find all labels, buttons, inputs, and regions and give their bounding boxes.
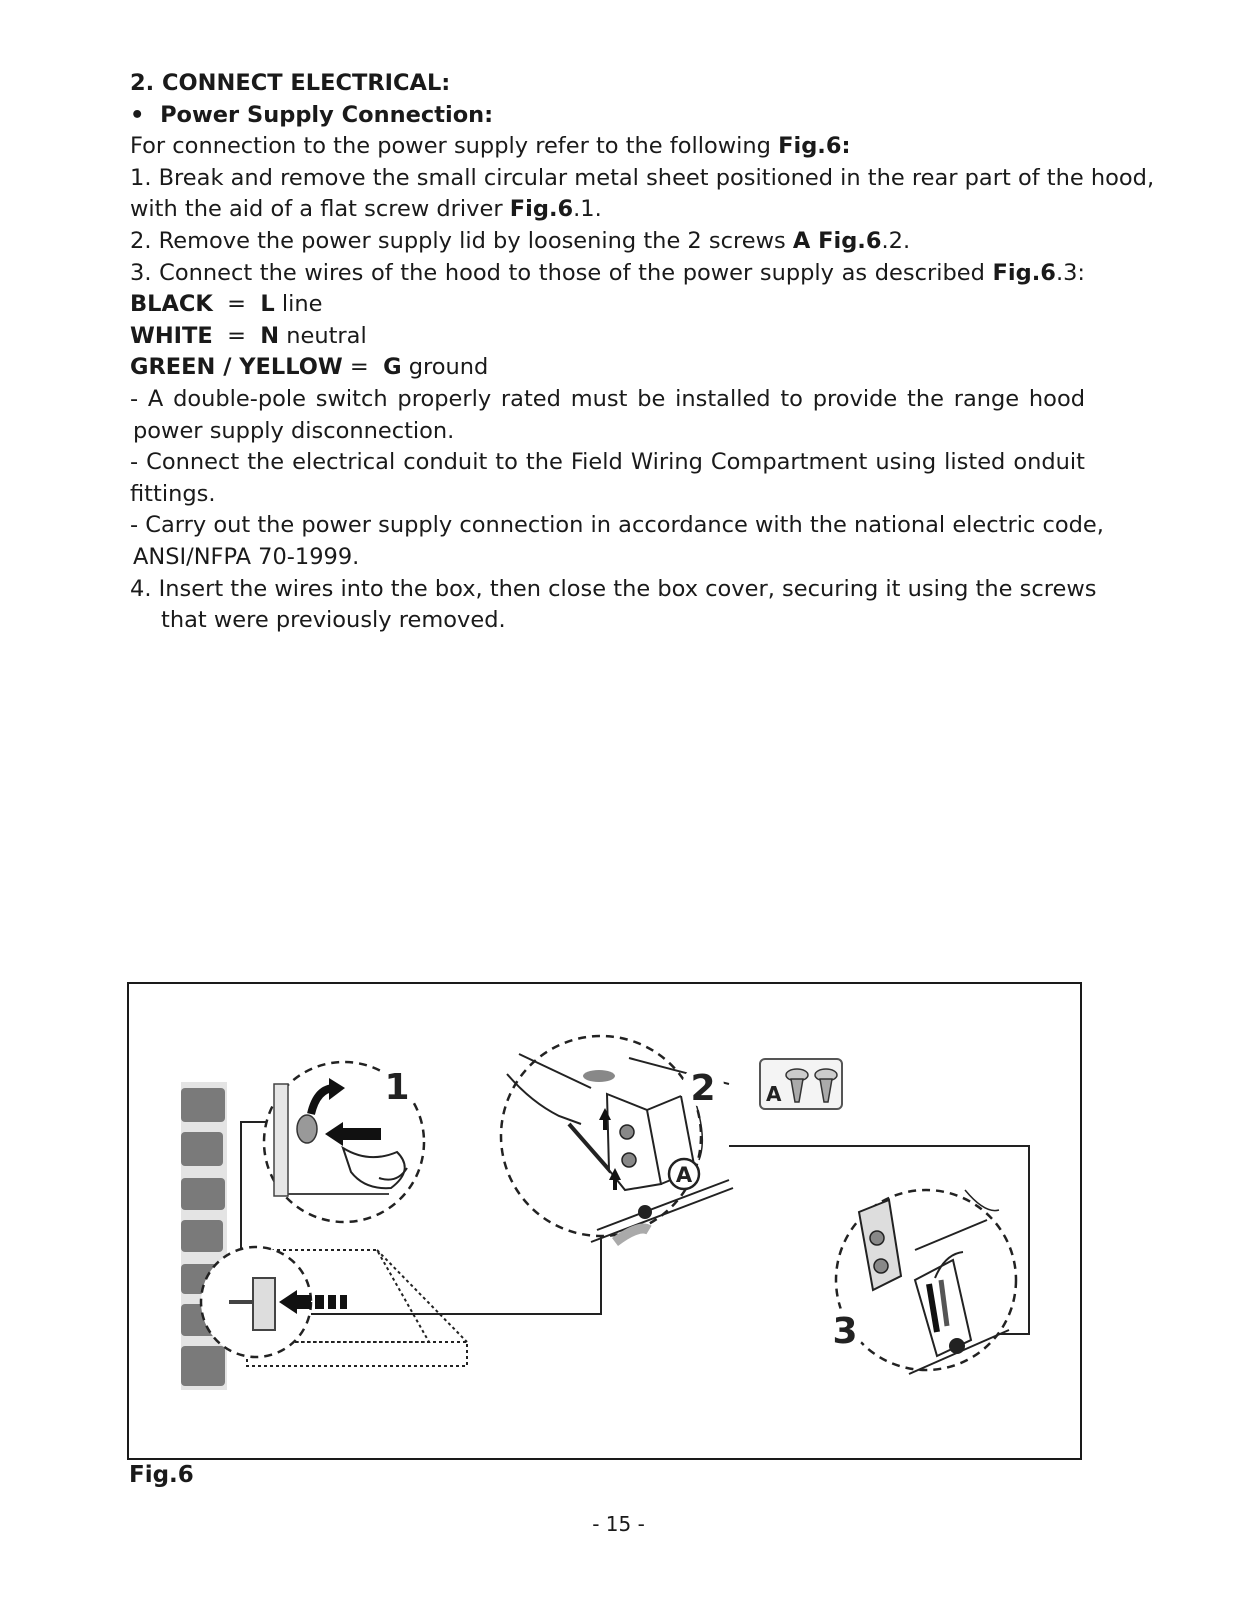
note2-line1: - Connect the electrical conduit to the Field Wiring Compartment using listed onduit xyxy=(130,449,1085,476)
screw-label: A xyxy=(766,1082,782,1106)
figure-caption: Fig.6 xyxy=(129,1462,194,1488)
installation-illustration xyxy=(129,984,1080,1458)
subheading: • Power Supply Connection: xyxy=(130,101,494,128)
step1-line2: with the aid of a flat screw driver Fig.6.1. xyxy=(130,196,602,223)
callout-3-text: 3 xyxy=(832,1311,858,1352)
page-number: - 15 - xyxy=(592,1512,645,1536)
figure-frame xyxy=(127,982,1082,1460)
detail-circle-junction xyxy=(201,1247,347,1357)
detail-circle-3 xyxy=(836,1190,1016,1374)
detail-label-a-text: A xyxy=(675,1163,693,1187)
instructions-text xyxy=(130,68,1155,637)
section-heading: 2. CONNECT ELECTRICAL: xyxy=(130,70,451,96)
step3-line: 3. Connect the wires of the hood to those of the power supply as described Fig.6.3: xyxy=(130,259,1085,286)
intro-line: For connection to the power supply refer to the following Fig.6: xyxy=(130,133,851,160)
callout-1-text: 1 xyxy=(384,1067,410,1108)
note2-line2: fittings. xyxy=(130,480,216,507)
note1-line2: power supply disconnection. xyxy=(133,417,455,444)
step4-line2: that were previously removed. xyxy=(161,607,506,634)
detail-label-a xyxy=(669,1159,699,1189)
step2-line: 2. Remove the power supply lid by loosening the 2 screws A Fig.6.2. xyxy=(130,227,911,254)
callout-3 xyxy=(824,1308,866,1352)
bullet: • xyxy=(130,101,161,128)
wire-black: BLACK = L line xyxy=(130,291,323,318)
step1-line1: 1. Break and remove the small circular metal sheet positioned in the rear part of the hood, xyxy=(130,164,1155,191)
note3-line1: - Carry out the power supply connection in accordance with the national electric code, xyxy=(130,512,1104,539)
note1-line1: - A double-pole switch properly rated must be installed to provide the range hood xyxy=(130,385,1085,412)
note3-line2: ANSI/NFPA 70-1999. xyxy=(133,543,360,570)
screws-inset xyxy=(760,1059,842,1109)
wire-white: WHITE = N neutral xyxy=(130,322,367,349)
wire-green-yellow: GREEN / YELLOW = G ground xyxy=(130,354,489,381)
callout-2-text: 2 xyxy=(690,1068,716,1109)
step4-line1: 4. Insert the wires into the box, then close the box cover, securing it using the screws xyxy=(130,575,1097,602)
